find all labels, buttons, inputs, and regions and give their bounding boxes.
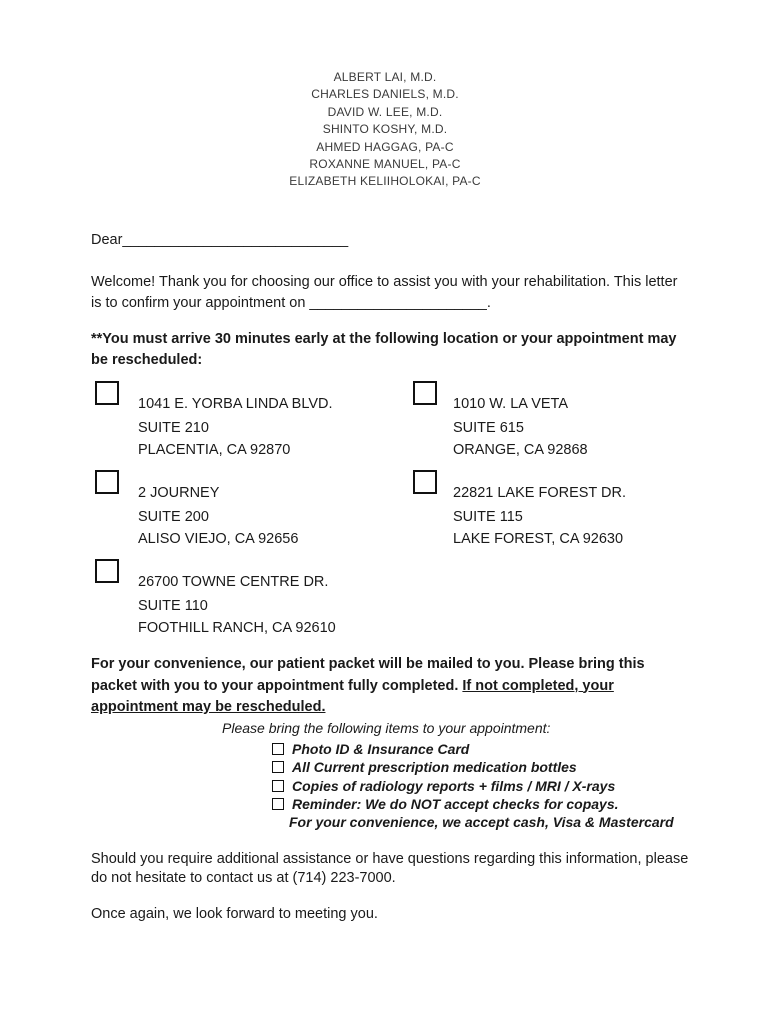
location-street: 22821 LAKE FOREST DR.	[453, 485, 627, 501]
checklist-item[interactable]	[272, 758, 674, 776]
location-city: LAKE FOREST, CA 92630	[453, 531, 624, 547]
bring-items-intro: Please bring the following items to your appointment:	[222, 720, 551, 736]
location-street: 26700 TOWNE CENTRE DR.	[138, 574, 329, 590]
location-address	[138, 393, 333, 462]
location-checkbox[interactable]	[413, 381, 437, 405]
location-address	[453, 393, 588, 462]
provider-name: AHMED HAGGAG, PA-C	[316, 139, 454, 154]
bring-items-list	[272, 740, 674, 831]
location-city: FOOTHILL RANCH, CA 92610	[138, 620, 336, 636]
location-checkbox[interactable]	[413, 470, 437, 494]
payment-note: For your convenience, we accept cash, Visa & Mastercard	[289, 814, 674, 831]
location-city: ORANGE, CA 92868	[453, 442, 588, 458]
location-street: 1041 E. YORBA LINDA BLVD.	[138, 396, 333, 412]
checklist-item-label: Photo ID & Insurance Card	[292, 741, 470, 757]
arrival-warning: **You must arrive 30 minutes early at the following location or your appointment may be rescheduled:	[91, 331, 677, 368]
checkbox-icon[interactable]	[272, 798, 284, 810]
provider-name: CHARLES DANIELS, M.D.	[311, 87, 459, 102]
checklist-item-label: Copies of radiology reports + films / MRI / X-rays	[292, 777, 616, 794]
location-suite: SUITE 615	[453, 419, 524, 436]
checklist-item[interactable]	[272, 740, 674, 758]
location-suite: SUITE 200	[138, 508, 209, 525]
location-address	[138, 571, 336, 640]
location-suite: SUITE 110	[138, 597, 208, 614]
checkbox-icon[interactable]	[272, 743, 284, 755]
checkbox-icon[interactable]	[272, 780, 284, 792]
checklist-item-label: All Current prescription medication bottles	[292, 759, 577, 776]
location-checkbox[interactable]	[95, 470, 119, 494]
provider-name: ROXANNE MANUEL, PA-C	[309, 157, 461, 172]
closing-line: Once again, we look forward to meeting you.	[91, 906, 378, 922]
provider-name: SHINTO KOSHY, M.D.	[322, 122, 448, 137]
packet-notice	[91, 654, 691, 719]
location-address	[453, 482, 626, 551]
packet-notice-warning: If not completed, your appointment may be rescheduled.	[91, 677, 614, 715]
packet-notice-text: For your convenience, our patient packet will be mailed to you. Please bring this packet with you to your appointment fully completed.	[91, 656, 645, 694]
assistance-paragraph: Should you require additional assistance or have questions regarding this information, please do not hesitate to contact us at (714) 223-7000.	[91, 851, 689, 886]
checklist-item-label: Reminder: We do NOT accept checks for copays.	[292, 795, 619, 812]
location-address	[138, 482, 298, 551]
location-checkbox[interactable]	[95, 559, 119, 583]
location-street: 2 JOURNEY	[138, 485, 220, 501]
checklist-item[interactable]	[272, 795, 674, 813]
location-street: 1010 W. LA VETA	[453, 396, 568, 412]
location-suite: SUITE 115	[453, 508, 523, 525]
provider-name: ELIZABETH KELIIHOLOKAI, PA-C	[289, 174, 481, 189]
location-city: ALISO VIEJO, CA 92656	[138, 531, 299, 547]
checkbox-icon[interactable]	[272, 761, 284, 773]
provider-name: DAVID W. LEE, M.D.	[327, 104, 443, 119]
location-checkbox[interactable]	[95, 381, 119, 405]
welcome-paragraph: Welcome! Thank you for choosing our office to assist you with your rehabilitation. This letter is to confirm your appointment on ______________________.	[91, 274, 678, 311]
location-suite: SUITE 210	[138, 419, 209, 436]
location-city: PLACENTIA, CA 92870	[138, 442, 291, 458]
provider-name: ALBERT LAI, M.D.	[333, 70, 437, 84]
provider-list	[0, 69, 770, 191]
greeting-line: Dear____________________________	[91, 232, 349, 248]
checklist-item[interactable]	[272, 777, 674, 795]
